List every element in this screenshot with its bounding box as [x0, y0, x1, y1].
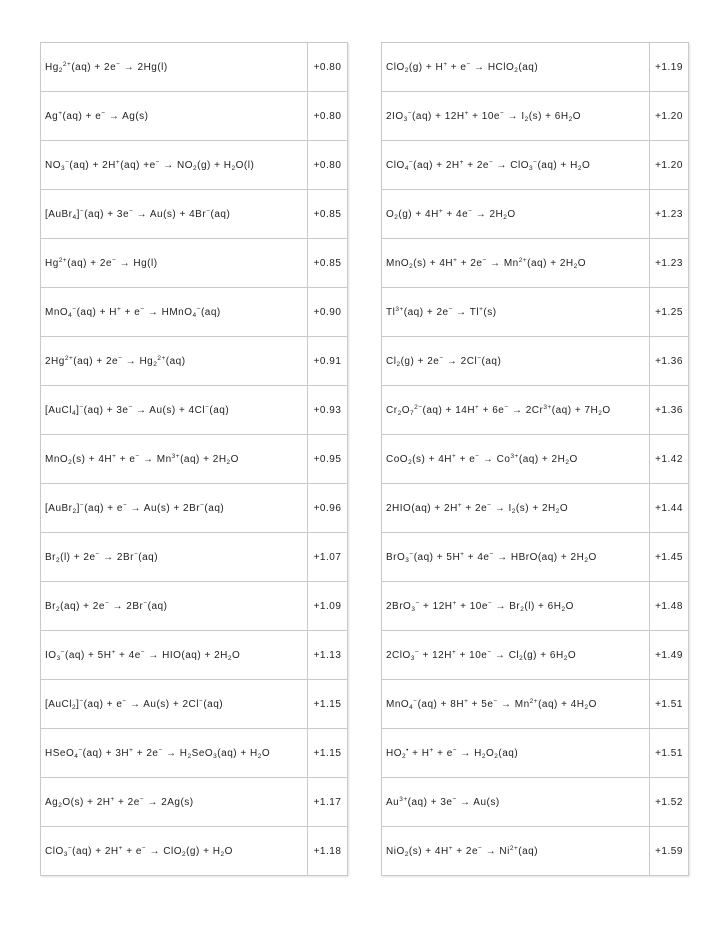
- table-row: [382, 92, 689, 141]
- table-row: [382, 190, 689, 239]
- half-reaction-cell: [AuCl$_4$]−(aq) + 3e− → Au(s) + 4Cl−(aq): [41, 386, 308, 435]
- potential-cell: +1.36: [650, 337, 689, 386]
- potential-cell: +0.80: [308, 43, 348, 92]
- table-row: [41, 533, 348, 582]
- potential-cell: +1.23: [650, 190, 689, 239]
- potential-cell: +0.80: [308, 92, 348, 141]
- potential-cell: +1.09: [308, 582, 348, 631]
- half-reaction-cell: $HO_2^• + H^+ + e^- \to H_2O_2(aq)$: [382, 729, 650, 778]
- potential-cell: +1.15: [308, 729, 348, 778]
- potential-cell: +1.13: [308, 631, 348, 680]
- table-row: [41, 778, 348, 827]
- table-row: [41, 435, 348, 484]
- potential-cell: +1.20: [650, 141, 689, 190]
- potential-cell: +0.85: [308, 190, 348, 239]
- half-reaction-cell: $2Hg^{2+}(aq) + 2e^- \to Hg_2^{2+}(aq)$: [41, 337, 308, 386]
- table-row: [41, 386, 348, 435]
- table-row: [382, 43, 689, 92]
- table-row: [382, 435, 689, 484]
- half-reaction-cell: $Br_2(aq) + 2e^- \to 2Br^-(aq)$: [41, 582, 308, 631]
- table-row: [382, 631, 689, 680]
- half-reaction-cell: $NiO_2(s) + 4H^+ + 2e^- \to Ni^{2+}(aq)$: [382, 827, 650, 876]
- potential-cell: +1.51: [650, 680, 689, 729]
- potential-cell: +1.20: [650, 92, 689, 141]
- potential-cell: +0.91: [308, 337, 348, 386]
- half-reaction-cell: $Au^{3+}(aq) + 3e^- \to Au(s)$: [382, 778, 650, 827]
- half-reaction-cell: $Br_2(l) + 2e^- \to 2Br^-(aq)$: [41, 533, 308, 582]
- potential-cell: +1.51: [650, 729, 689, 778]
- potential-cell: +1.42: [650, 435, 689, 484]
- half-reaction-cell: $2BrO_3^- + 12H^+ + 10e^- \to Br_2(l) + 6H_2O$: [382, 582, 650, 631]
- half-reaction-cell: $Hg_2^{2+}(aq) + 2e^- \to 2Hg(l)$: [41, 43, 308, 92]
- half-reaction-cell: $Cl_2(g) + 2e^- \to 2Cl^-(aq)$: [382, 337, 650, 386]
- half-reaction-cell: $2HIO(aq) + 2H^+ + 2e^- \to I_2(s) + 2H_2O$: [382, 484, 650, 533]
- table-row: [382, 337, 689, 386]
- potential-cell: +1.19: [650, 43, 689, 92]
- half-reaction-cell: $IO_3^-(aq) + 5H^+ + 4e^- \to HIO(aq) + 2H_2O$: [41, 631, 308, 680]
- half-reaction-cell: HSeO$_4$−(aq) + $3H^+ + 2e^- \to H_2SeO_3(aq) + H_2O$: [41, 729, 308, 778]
- potential-cell: +1.44: [650, 484, 689, 533]
- half-reaction-cell: $MnO_4^-(aq) + 8H^+ + 5e^- \to Mn^{2+}(aq) + 4H_2O$: [382, 680, 650, 729]
- potential-cell: +1.15: [308, 680, 348, 729]
- table-row: [382, 827, 689, 876]
- half-reaction-cell: $Cr_2O_7^{2-}(aq) + 14H^+ + 6e^- \to 2Cr^{3+}(aq) + 7H_2O$: [382, 386, 650, 435]
- potential-cell: +0.95: [308, 435, 348, 484]
- half-reaction-cell: $Hg^{2+}(aq) + 2e^- \to Hg(l)$: [41, 239, 308, 288]
- table-row: [382, 778, 689, 827]
- half-reaction-cell: MnO$_4$−(aq) + H+ + e− → HMnO$_4$−(aq): [41, 288, 308, 337]
- half-reaction-cell: $2ClO_3^- + 12H^+ + 10e^- \to Cl_2(g) + 6H_2O$: [382, 631, 650, 680]
- half-reaction-cell: [AuBr$_2$]−(aq) + e− → Au(s) + 2Br−(aq): [41, 484, 308, 533]
- half-reaction-cell: $MnO_2(s) + 4H^+ + e^- \to Mn^{3+}(aq) + 2H_2O$: [41, 435, 308, 484]
- table-row: [41, 337, 348, 386]
- table-row: [41, 92, 348, 141]
- potential-cell: +1.36: [650, 386, 689, 435]
- table-row: [382, 729, 689, 778]
- table-row: [41, 239, 348, 288]
- half-reaction-cell: $ClO_3^-(aq) + 2H^+ + e^- \to ClO_2(g) + H_2O$: [41, 827, 308, 876]
- potential-cell: +1.23: [650, 239, 689, 288]
- potential-cell: +1.18: [308, 827, 348, 876]
- table-row: [382, 533, 689, 582]
- table-row: [41, 190, 348, 239]
- half-reaction-cell: [AuBr$_4$]−(aq) + 3e− → Au(s) + 4Br−(aq): [41, 190, 308, 239]
- potential-cell: +1.52: [650, 778, 689, 827]
- potential-cell: +0.93: [308, 386, 348, 435]
- half-reaction-cell: $Tl^{3+}(aq) + 2e^- \to Tl^+(s)$: [382, 288, 650, 337]
- half-reaction-cell: $ClO_4^-(aq) + 2H^+ + 2e^- \to ClO_3^-(aq) + H_2O$: [382, 141, 650, 190]
- table-row: [382, 141, 689, 190]
- table-row: [382, 484, 689, 533]
- potential-cell: +1.45: [650, 533, 689, 582]
- potentials-table-left: [40, 42, 348, 876]
- potential-cell: +1.07: [308, 533, 348, 582]
- table-row: [41, 141, 348, 190]
- half-reaction-cell: $MnO_2(s) + 4H^+ + 2e^- \to Mn^{2+}(aq) + 2H_2O$: [382, 239, 650, 288]
- potentials-table-right: [381, 42, 689, 876]
- potential-cell: +1.49: [650, 631, 689, 680]
- potential-cell: +0.96: [308, 484, 348, 533]
- potential-cell: +0.85: [308, 239, 348, 288]
- table-row: [41, 582, 348, 631]
- potential-cell: +1.17: [308, 778, 348, 827]
- potential-cell: +0.80: [308, 141, 348, 190]
- table-body-right: [382, 43, 689, 876]
- half-reaction-cell: $O_2(g) + 4H^+ + 4e^- \to 2H_2O$: [382, 190, 650, 239]
- potential-cell: +0.90: [308, 288, 348, 337]
- table-row: [41, 729, 348, 778]
- half-reaction-cell: $NO_3^-(aq) + 2H^+(aq) +e^- \to NO_2(g) + H_2O(l)$: [41, 141, 308, 190]
- half-reaction-cell: BrO$_3$−(aq) + 5H+ + 4e− → HBrO(aq) + $2H_2O$: [382, 533, 650, 582]
- half-reaction-cell: $CoO_2(s) + 4H^+ + e^- \to Co^{3+}(aq) + 2H_2O$: [382, 435, 650, 484]
- table-body-left: [41, 43, 348, 876]
- potential-cell: +1.48: [650, 582, 689, 631]
- table-row: [41, 631, 348, 680]
- potential-cell: +1.59: [650, 827, 689, 876]
- half-reaction-cell: $2IO_3^-(aq) + 12H^+ + 10e^- \to I_2(s) + 6H_2O$: [382, 92, 650, 141]
- table-row: [382, 386, 689, 435]
- table-row: [382, 582, 689, 631]
- table-row: [41, 680, 348, 729]
- table-row: [41, 43, 348, 92]
- half-reaction-cell: Ag+(aq) + e− → Ag(s): [41, 92, 308, 141]
- half-reaction-cell: [AuCl$_2$]−(aq) + e− → Au(s) + 2Cl−(aq): [41, 680, 308, 729]
- table-row: [41, 288, 348, 337]
- potential-cell: +1.25: [650, 288, 689, 337]
- table-row: [41, 484, 348, 533]
- table-row: [382, 680, 689, 729]
- half-reaction-cell: ClO$_2$(g) + H+ + e− → HClO$_2$(aq): [382, 43, 650, 92]
- table-row: [382, 288, 689, 337]
- half-reaction-cell: $Ag_2O(s) + 2H^+ + 2e^- \to 2Ag(s)$: [41, 778, 308, 827]
- table-row: [41, 827, 348, 876]
- table-row: [382, 239, 689, 288]
